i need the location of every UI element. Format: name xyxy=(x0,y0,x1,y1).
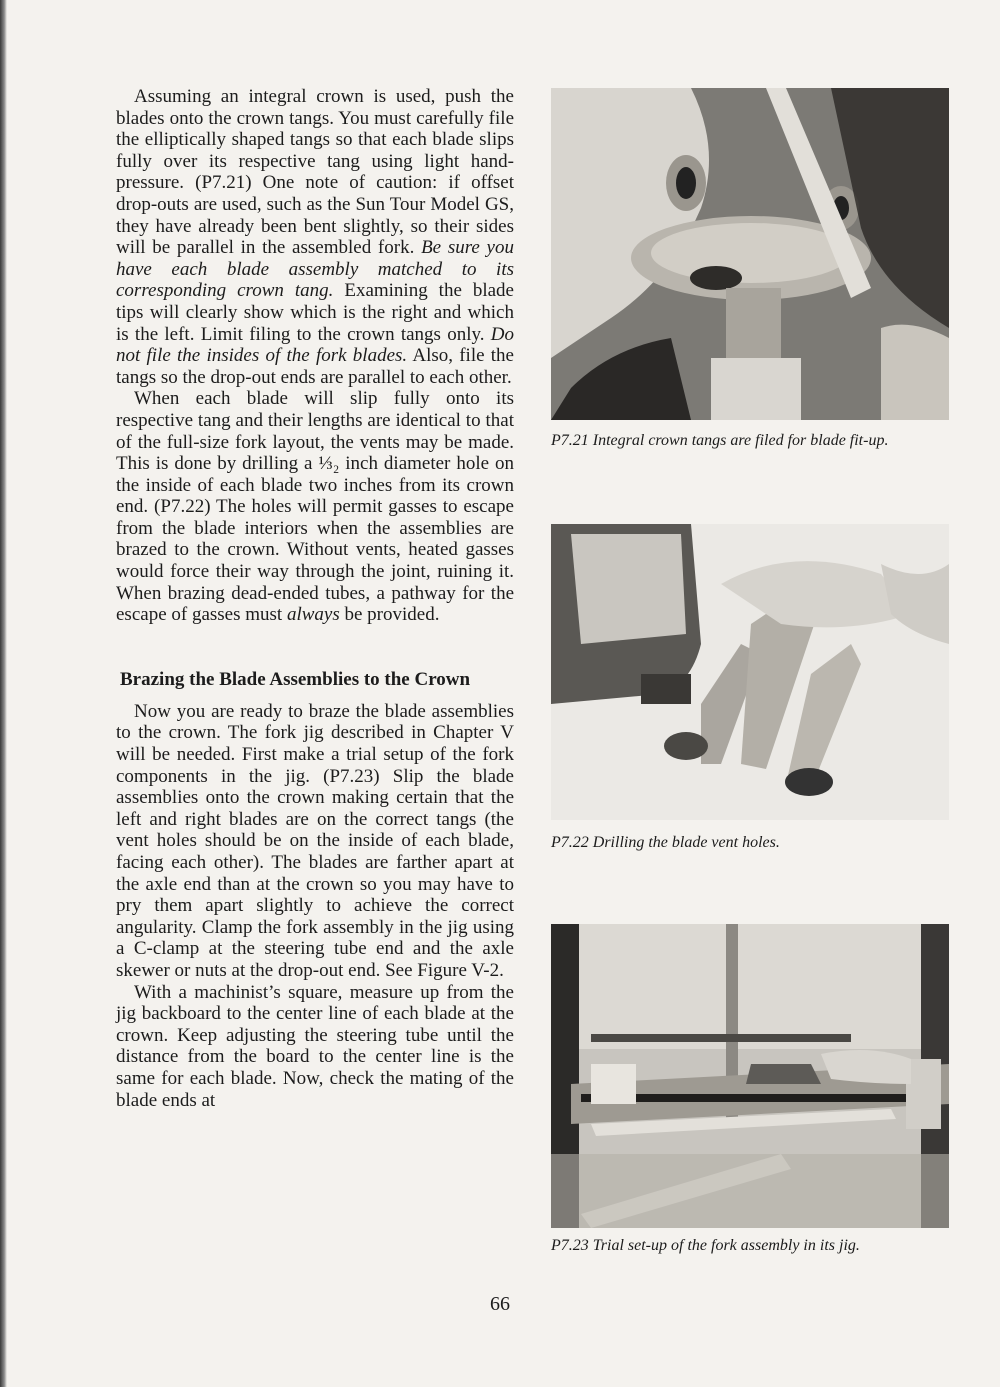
text-column xyxy=(116,86,514,1111)
paragraph-brazing: Now you are ready to braze the blade assemblies to the crown. The fork jig described in Chapter V will be needed. First make a trial setup of the fork components in the jig. (P7.23) Slip the blade assemblies onto the crown making certain that the left and right blades are on the correct tangs (the vent holes should be on the inside of each blade, facing each other). The blades are farther apart at the axle end than at the crown so you may have to pry them apart slightly to achieve the correct angularity. Clamp the fork assembly in the jig using a C-clamp at the steering tube end and the axle skewer or nuts at the drop-out end. See Figure V-2. xyxy=(116,700,514,981)
emphasis-matched: Be sure you have each blade assembly matched to its corresponding crown tang. xyxy=(116,237,514,302)
photo-crown-tangs xyxy=(551,88,949,420)
section-heading: Brazing the Blade Assemblies to the Crown xyxy=(120,668,471,690)
caption-p7-23: P7.23 Trial set-up of the fork assembly in its jig. xyxy=(551,1237,860,1254)
page-edge-shadow xyxy=(0,0,7,1387)
paragraph-machinist-square: With a machinist’s square, measure up from the jig backboard to the center line of each blade at the crown. Keep adjusting the steering tube until the distance from the board to the center line is the same for each blade. Now, check the mating of the blade ends at xyxy=(116,981,514,1111)
page-number: 66 xyxy=(490,1293,510,1315)
photo-drilling-vents xyxy=(551,524,949,820)
emphasis-do-not-file: Do not file the insides of the fork blades. xyxy=(116,323,514,367)
paragraph-crown-tangs: Assuming an integral crown is used, push the blades onto the crown tangs. You must carefully file the elliptically shaped tangs so that each blade slips fully over its respective tang using light hand-pressure. (P7.21) One note of caution: if offset drop-outs are used, such as the Sun Tour Model GS, they have already been bent slightly, so their sides will be parallel in the assembled fork. Be sure you have each blade assembly matched to its corresponding crown tang. Examining the blade tips will clearly show which is the right and which is the left. Limit filing to the crown tangs only. Do not file the insides of the fork blades. Also, file the tangs so the drop-out ends are parallel to each other. xyxy=(116,86,514,388)
photo-fork-jig xyxy=(551,924,949,1228)
paragraph-vents: When each blade will slip fully onto its respective tang and their lengths are identical to that of the full-size fork layout, the vents may be made. This is done by drilling a ⅓₂ inch diameter hole on the inside of each blade two inches from its crown end. (P7.22) The holes will permit gasses to escape from the blade interiors when the assemblies are brazed to the crown. Without vents, heated gasses would force their way through the joint, ruining it. When brazing dead-ended tubes, a pathway for the escape of gasses must always be provided. xyxy=(116,388,514,626)
caption-p7-21: P7.21 Integral crown tangs are filed for blade fit-up. xyxy=(551,432,889,449)
emphasis-always: always xyxy=(286,604,340,626)
caption-p7-22: P7.22 Drilling the blade vent holes. xyxy=(551,834,780,851)
